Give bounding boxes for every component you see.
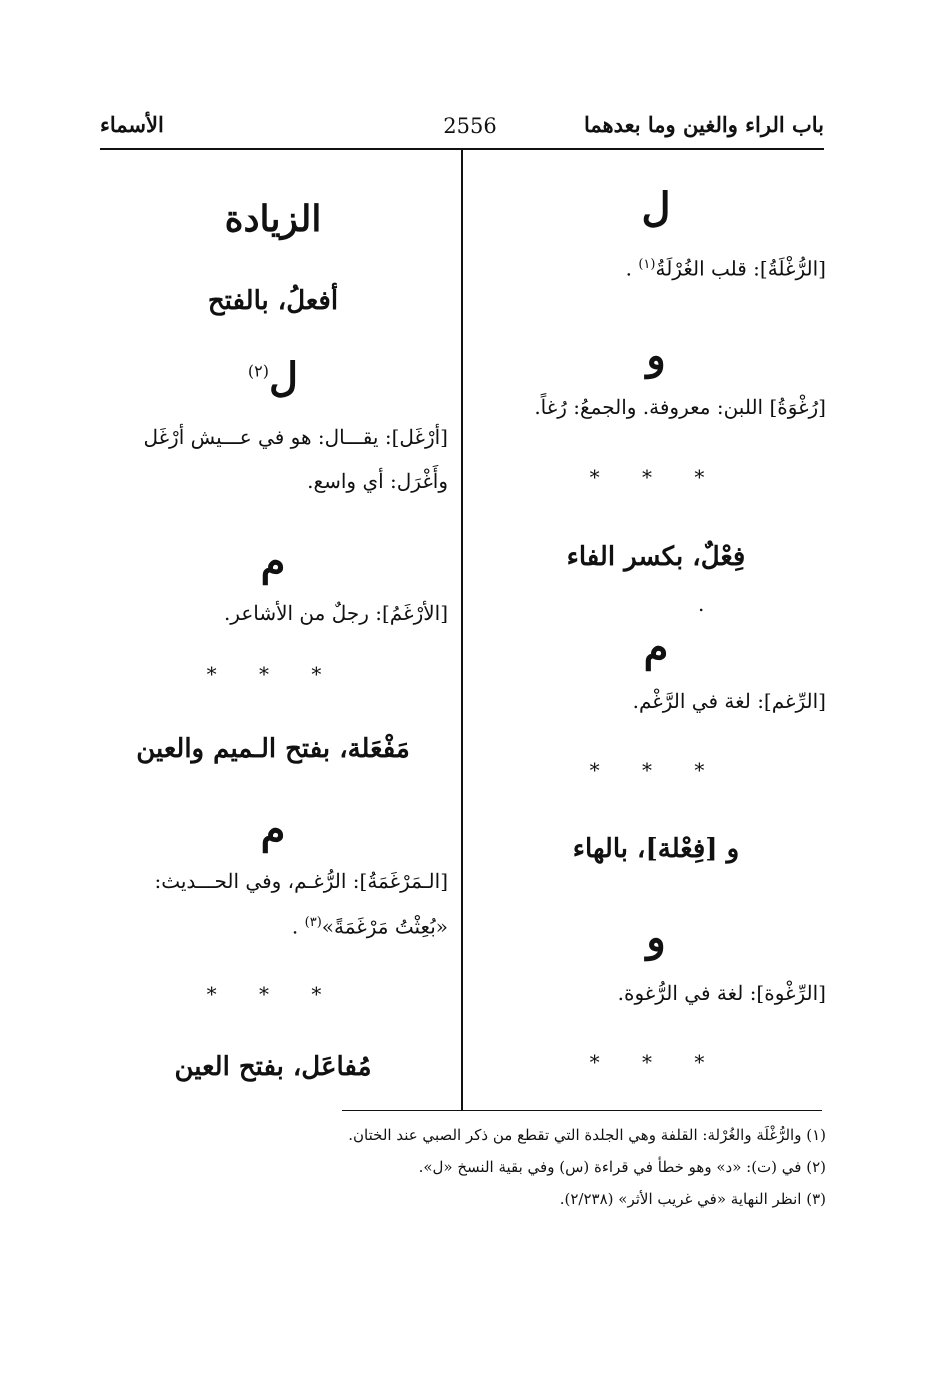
entry-marghama-line-2 <box>98 902 448 948</box>
footnote-ref-2: (٢) <box>247 361 270 381</box>
entry-rughwa: [رُغْوَةُ] اللبن: معروفة. والجمعُ: رُغاً. <box>534 395 826 419</box>
pattern-heading-mafala: مَفْعَلة، بفتح الـميم والعين <box>136 734 410 764</box>
entry-arghal-line-1: [أرْغَل]: يقـــال: هو في عـــيش أرْغَل <box>143 425 448 449</box>
section-separator: * * * <box>589 1050 723 1074</box>
entry-raghla <box>486 244 826 290</box>
footnote-rule <box>342 1110 822 1111</box>
entry-righm: [الرِّغم]: لغة في الرَّغْم. <box>632 689 826 713</box>
chapter-title: باب الراء والغين وما بعدهما <box>583 112 824 137</box>
stray-dot: . <box>698 592 705 616</box>
section-title: الأسماء <box>100 112 164 137</box>
entry-period: . <box>291 914 299 939</box>
letter-text: ل <box>269 354 299 401</box>
letter-heading-lam: ل <box>641 184 671 231</box>
section-separator: * * * <box>589 465 723 489</box>
letter-heading-mim: م <box>260 806 286 853</box>
entry-arghal-line-2: وأَغْرَل: أي واسع. <box>307 469 448 493</box>
section-separator: * * * <box>589 758 723 782</box>
entry-argham: [الأرْغَمُ]: رجلٌ من الأشاعر. <box>223 601 448 625</box>
pattern-heading-fila: و [فِعْلة]، بالهاء <box>572 834 740 864</box>
footnote-ref-1: (١) <box>638 257 656 272</box>
entry-righwa: [الرِّغْوة]: لغة في الرُّغوة. <box>617 981 826 1005</box>
footnote-3: (٣) انظر النهاية «في غريب الأثر» (٢/٢٣٨). <box>559 1190 826 1208</box>
section-separator: * * * <box>206 662 340 686</box>
entry-marghama-line-1: [الـمَرْغَمَةُ]: الرُّغـم، وفي الحـــديث: <box>154 869 448 893</box>
footnote-2: (٢) في (ت): «د» وهو خطأ في قراءة (س) وفي بقية النسخ «ل». <box>418 1158 826 1176</box>
letter-heading-mim: م <box>643 624 669 671</box>
letter-heading-lam <box>98 354 448 401</box>
pattern-heading-afal: أفعلُ، بالفتح <box>207 286 339 316</box>
section-separator: * * * <box>206 982 340 1006</box>
entry-text: [الرُّغْلَةُ]: قلب الغُرْلَةُ <box>655 256 826 281</box>
footnote-ref-3: (٣) <box>304 915 322 930</box>
letter-heading-waw: و <box>646 332 666 379</box>
pattern-heading-mufaal: مُفاعَل، بفتح العين <box>174 1052 372 1082</box>
footnote-1: (١) والرُّغْلَة والغُرْلة: القلفة وهي الجلدة التي تقطع من ذكر الصبي عند الختان. <box>348 1126 826 1144</box>
pattern-heading-fil: فِعْلٌ، بكسر الفاء <box>566 542 746 572</box>
hadith-quote: «بُعِثْتُ مَرْغَمَةً» <box>321 914 448 939</box>
letter-heading-mim: م <box>260 538 286 585</box>
entry-period: . <box>625 256 632 281</box>
letter-heading-waw: و <box>646 914 666 961</box>
column-divider <box>461 150 463 1110</box>
section-heading-ziyada: الزيادة <box>224 198 322 240</box>
page-number: 2556 <box>443 114 497 138</box>
